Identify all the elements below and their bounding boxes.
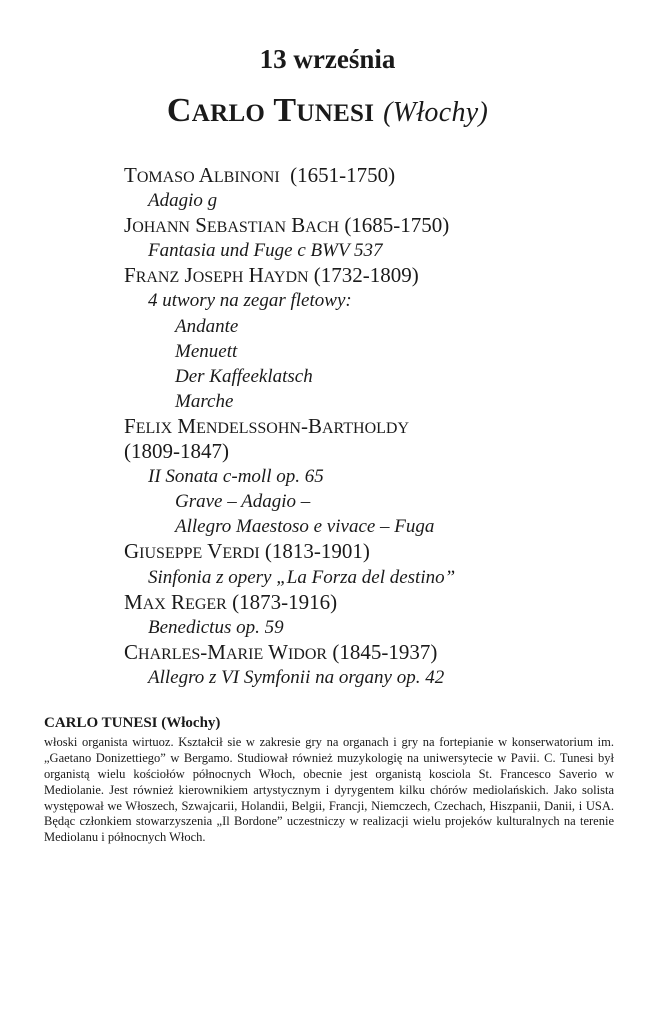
composer-name-rest: OHANN bbox=[132, 219, 190, 237]
composer-name-initial: F bbox=[124, 263, 136, 288]
composer-name-rest: AX bbox=[142, 595, 166, 613]
performer-title bbox=[0, 92, 655, 130]
composer-name-initial: V bbox=[207, 539, 223, 564]
composer-dates: (1873-1916) bbox=[226, 589, 338, 614]
composer-line bbox=[124, 590, 634, 615]
performer-surname-rest: UNESI bbox=[296, 100, 375, 127]
composer-name-initial: T bbox=[124, 163, 137, 187]
composer-dates: (1813-1901) bbox=[259, 539, 370, 564]
performer-name-rest: ARLO bbox=[191, 100, 266, 127]
composer-line: FELIX MENDELSSOHN-BARTHOLDY bbox=[124, 413, 409, 438]
composer-name-rest: HARLES bbox=[138, 645, 201, 663]
composer-name-initial: R bbox=[171, 589, 186, 614]
movement-title: Allegro Maestoso e vivace – Fuga bbox=[175, 516, 435, 538]
composer-name-initial: H bbox=[248, 263, 264, 288]
composer-name-rest: ACH bbox=[305, 219, 340, 237]
composer-line bbox=[124, 439, 634, 464]
movement-title: Marche bbox=[175, 390, 234, 412]
composer-name-initial: C bbox=[124, 639, 139, 664]
composer-name-rest: OMASO bbox=[136, 169, 195, 186]
composer-name-rest: EBASTIAN bbox=[206, 219, 287, 237]
work-title: II Sonata c-moll op. 65 bbox=[148, 466, 324, 488]
composer-name-initial: A bbox=[198, 163, 214, 187]
composer-dates: (1651-1750) bbox=[279, 163, 396, 187]
work-title: Sinfonia z opery „La Forza del destino” bbox=[148, 566, 456, 588]
concert-program bbox=[124, 163, 634, 690]
work-title: 4 utwory na zegar fletowy: bbox=[148, 290, 352, 312]
composer-name-rest: IDOR bbox=[287, 645, 328, 663]
composer-dates: (1685-1750) bbox=[339, 213, 450, 238]
composer-dates: (1809-1847) bbox=[124, 439, 229, 464]
composer-name-initial: F bbox=[124, 413, 136, 438]
work-title: Adagio g bbox=[148, 190, 218, 212]
work-title: Allegro z VI Symfonii na organy op. 42 bbox=[148, 666, 445, 688]
movement-title: Der Kaffeeklatsch bbox=[175, 365, 313, 387]
performer-biography bbox=[44, 716, 614, 846]
composer-name-initial: M bbox=[124, 589, 143, 614]
movement-title: Menuett bbox=[175, 340, 238, 362]
composer-name-initial: S bbox=[195, 213, 207, 238]
composer-line: CHARLES-MARIE WIDOR (1845-1937) bbox=[124, 639, 438, 664]
composer-name-initial: M bbox=[177, 413, 197, 438]
composer-name-rest: ERDI bbox=[222, 545, 260, 563]
performer-surname-initial: T bbox=[273, 92, 297, 129]
composer-name-rest: EGER bbox=[185, 595, 227, 613]
work-title: Fantasia und Fuge c BWV 537 bbox=[148, 240, 383, 262]
composer-name-initial: J bbox=[184, 263, 193, 288]
composer-dates: (1732-1809) bbox=[308, 263, 419, 288]
composer-name-initial: B bbox=[307, 413, 322, 438]
composer-name-initial: J bbox=[124, 213, 133, 238]
biography-heading: CARLO TUNESI (Włochy) bbox=[44, 715, 221, 731]
composer-dates: (1845-1937) bbox=[327, 639, 438, 664]
work-title: Benedictus op. 59 bbox=[148, 616, 284, 638]
composer-name-initial: G bbox=[124, 539, 140, 564]
movement-title: Grave – Adagio – bbox=[175, 491, 311, 513]
performer-name bbox=[167, 92, 374, 129]
biography-text: włoski organista wirtuoz. Kształcił sie w zakresie gry na organach i gry na fortepianie w konserwatorium im. „Gaetano Donizettiego” w Bergamo. Studiował również muzykologię na uniwersytecie w Pavii. C. Tunesi był organistą wielu kościołów północnych Włoch, obecnie jest organistą kosciola St. Francesco Saverio w Mediolanie. Jest również kierownikiem artystycznym i dyrygentem kilku chórów mediolańskich. Jako solista występował we Włoszech, Szwajcarii, Holandii, Belgii, Francji, Niemczech, Czechach, Hiszpanii, Danii, i USA. Będąc członkiem stowarzyszenia „Il Bordone” uczestniczy w realizacji wielu projeków kulturalnych na terenie Mediolanu i północnych Włoch. bbox=[44, 734, 614, 845]
composer-name-rest: ARTHOLDY bbox=[321, 419, 409, 437]
composer-name-initial: M bbox=[207, 639, 226, 664]
composer-line bbox=[124, 263, 634, 288]
performer-name-initial: C bbox=[166, 92, 192, 129]
composer-name-rest: ENDELSSOHN bbox=[196, 419, 301, 437]
composer-line bbox=[124, 539, 634, 564]
composer-name-rest: OSEPH bbox=[192, 269, 244, 287]
composer-name-initial: B bbox=[291, 213, 306, 238]
performer-country: (Włochy) bbox=[383, 97, 489, 128]
composer-name-initial: W bbox=[268, 639, 288, 664]
composer-line bbox=[124, 163, 634, 188]
movement-title: Andante bbox=[175, 315, 239, 337]
composer-line bbox=[124, 213, 634, 238]
composer-name-rest: AYDN bbox=[263, 269, 309, 287]
composer-name-rest: RANZ bbox=[135, 269, 180, 287]
composer-name-rest: ELIX bbox=[135, 419, 173, 437]
composer-name-rest: IUSEPPE bbox=[139, 545, 203, 563]
composer-name-rest: ARIE bbox=[225, 645, 264, 663]
composer-name-rest: LBINONI bbox=[213, 169, 280, 186]
concert-date: 13 września bbox=[259, 44, 396, 74]
